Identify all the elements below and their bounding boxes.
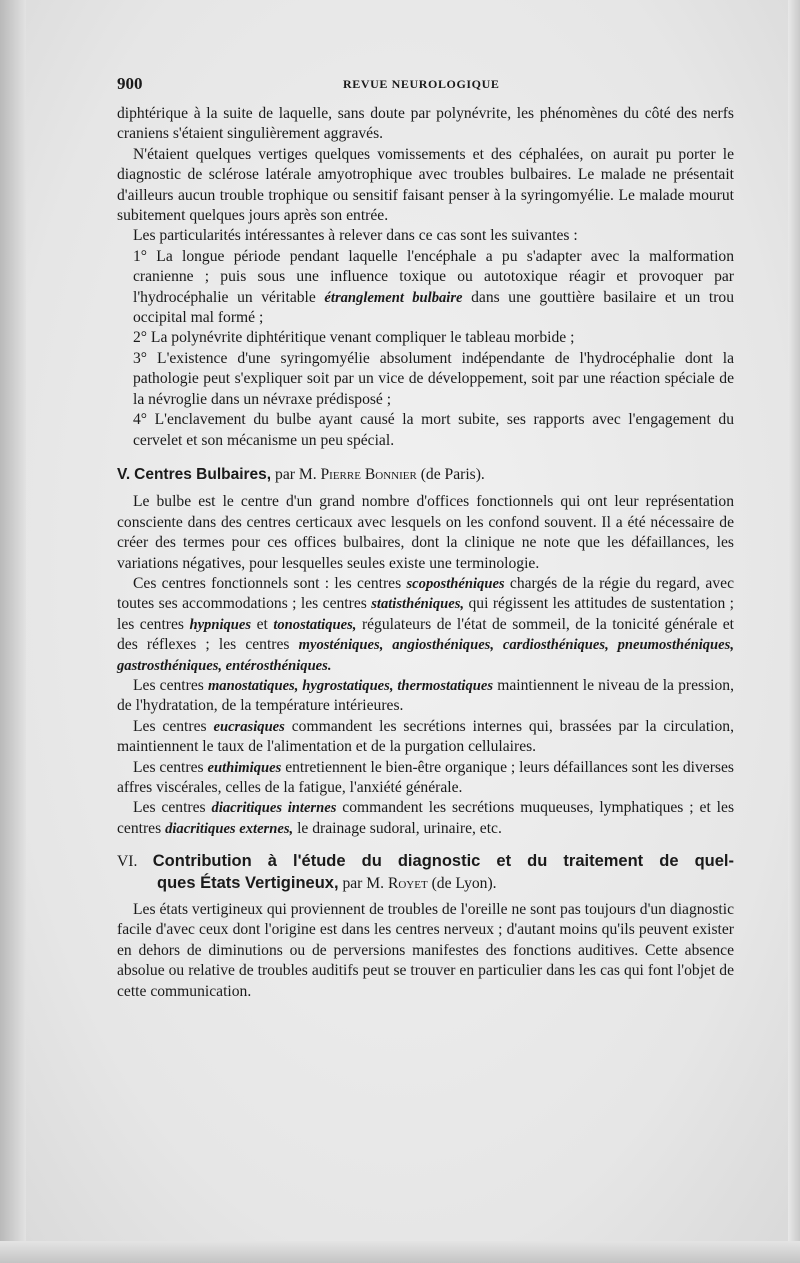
term: statisthéniques, (371, 596, 465, 613)
page-number: 900 (117, 74, 143, 93)
paragraph: Les centres eucrasiques commandent les secrétions internes qui, brassées par la circulation, maintiennent le taux de l'alimentation et de la purgation cellulaires. (117, 717, 735, 756)
paragraph: Les centres manostatiques, hygrostatiques, thermostatiques maintiennent le niveau de la pression, de l'hydratation, de la température intérieures. (117, 676, 734, 715)
list-item: 1° La longue période pendant laquelle l'encéphale a pu s'adapter avec la malformation cranienne ; puis sous une influence toxique ou autotoxique réagir et provoquer par l'hydrocéphalie un véritable étranglement bulbaire dans une gouttière basilaire et un trou occipital mal formé ; (133, 247, 735, 327)
binding-shadow (0, 0, 26, 1263)
term: hypniques (189, 616, 252, 633)
section-heading: VI. Contribution à l'étude du diagnostic et du traitement de quel- ques États Vertigineux, par M. Royet (de Lyon). (117, 852, 734, 892)
paragraph: N'étaient quelques vertiges quelques vomissements et des céphalées, on aurait pu porter le diagnostic de sclérose latérale amyotrophique avec troubles bulbaires. Le malade ne présentait d'ailleurs aucun trouble trophique ou sensitif faisant penser à la syringomyélie. Le malade mourut subitement quelques jours après son entrée. (117, 145, 734, 225)
list-item: 4° L'enclavement du bulbe ayant causé la mort subite, ses rapports avec l'engagement du cervelet et son mécanisme un peu spécial. (133, 411, 734, 449)
section-number: VI. (117, 853, 138, 871)
term: diacritiques externes, (165, 820, 294, 837)
term: eucrasiques (213, 718, 285, 735)
term: tonostatiques, (273, 616, 357, 633)
paragraph-continuation: diphtérique à la suite de laquelle, sans doute par polynévrite, les phénomènes du côté des nerfs craniens s'étaient singulièrement aggravés. (117, 105, 734, 143)
paragraph: Les centres euthimiques entretiennent le bien-être organique ; leurs défaillances sont les diverses affres viscérales, celles de la fatigue, l'anxiété générale. (117, 758, 734, 796)
section-number: V. (117, 465, 131, 483)
section-title: Contribution à l'étude du diagnostic et du traitement de quel- (152, 852, 734, 871)
term: diacritiques internes (211, 800, 337, 817)
paragraph: Le bulbe est le centre d'un grand nombre d'offices fonctionnels qui ont leur représentation consciente dans des centres certicaux avec lesquels on les confond souvent. Il a été nécessaire de créer des termes pour ces offices bulbaires, dont la clinique ne note que les défaillances, les variations négatives, pour lesquelles seules existe une terminologie. (117, 493, 734, 572)
section-title-continued: ques États Vertigineux, (157, 873, 339, 892)
paragraph: Ces centres fonctionnels sont : les centres scoposthéniques chargés de la régie du regard, avec toutes ses accommodations ; les centres statisthéniques, qui régissent les attitudes de sustentation ; les centres hypniques et tonostatiques, régulateurs de l'état de sommeil, de la tonicité générale et des réflexes ; les centres myosténiques, angiosthéniques, cardiosthéniques, pneumosthéniques, gastrosthéniques, entérosthéniques. (117, 574, 734, 674)
page-edge (788, 0, 800, 1263)
term: scoposthéniques (406, 575, 505, 592)
section-heading: V. Centres Bulbaires, par M. Pierre Bonnier (de Paris). (117, 465, 485, 483)
list-item: 2° La polynévrite diphtéritique venant compliquer le tableau morbide ; (133, 329, 575, 347)
term: euthimiques (207, 759, 282, 776)
paragraph: Les états vertigineux qui proviennent de troubles de l'oreille ne sont pas toujours d'un diagnostic facile d'avec ceux dont l'origine est dans les centres nerveux ; d'autant moins qu'ils peuvent exister en dehors de diminutions ou de perversions manifestes des fonctions auditives. Cette absence absolue ou relative de troubles auditifs peut se trouver en particulier dans les cas qui font l'objet de cette communication. (117, 901, 734, 1000)
body-text (117, 104, 734, 1002)
author-name: Royet (387, 874, 428, 892)
author-name: Pierre Bonnier (320, 465, 417, 483)
term: myosténiques, angiosthéniques, cardiosthéniques, pneumosthéniques, gastrosthéniques, entérosthéniques. (117, 637, 734, 674)
paragraph: Les centres diacritiques internes commandent les secrétions muqueuses, lymphatiques ; et les centres diacritiques externes, le drainage sudoral, urinaire, etc. (117, 799, 735, 837)
paragraph: Les particularités intéressantes à relever dans ce cas sont les suivantes : (133, 227, 578, 245)
term: manostatiques, hygrostatiques, thermostatiques (207, 677, 494, 694)
running-head: REVUE NEUROLOGIQUE (343, 77, 500, 91)
list-item: 3° L'existence d'une syringomyélie absolument indépendante de l'hydrocéphalie dont la pathologie peut s'expliquer soit par un vice de développement, soit par une réaction spéciale de la névroglie dans un névraxe prédisposé ; (133, 349, 734, 408)
bottom-edge (0, 1241, 800, 1263)
page-header (117, 74, 732, 94)
emphasis: étranglement bulbaire (324, 289, 463, 306)
section-title: Centres Bulbaires, (134, 465, 272, 483)
